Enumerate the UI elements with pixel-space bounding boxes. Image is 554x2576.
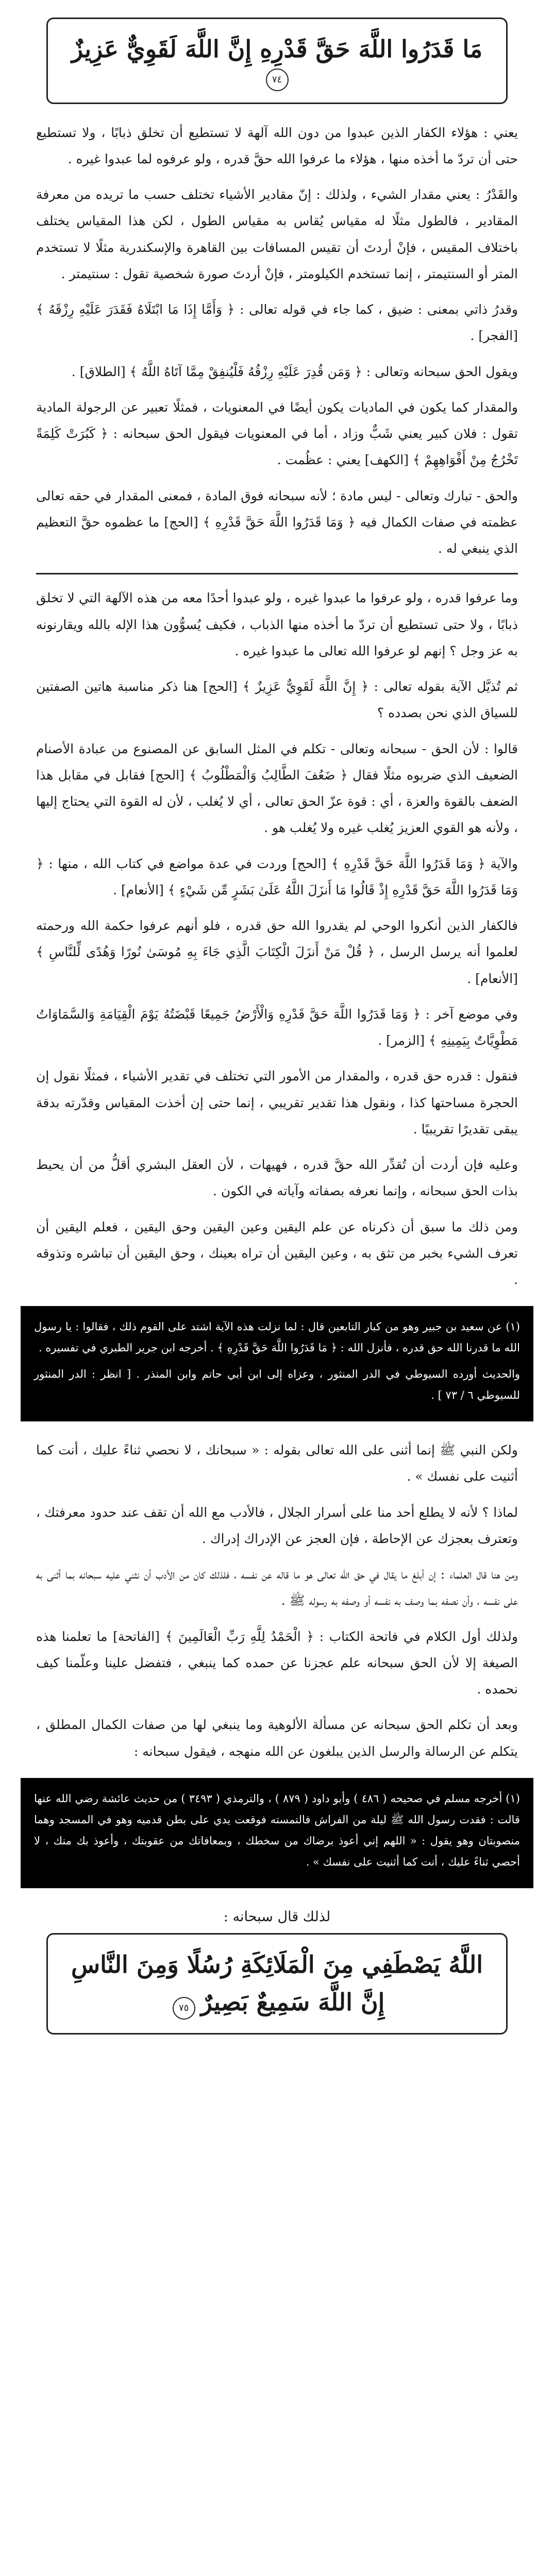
closing-verse-frame [46, 1933, 508, 2035]
paragraph: وقدرُ ذاتي بمعنى : ضيق ، كما جاء في قوله تعالى : ﴿ وَأَمَّا إِذَا مَا ابْتَلَاهُ فَقَدَرَ عَلَيْهِ رِزْقَهُ ﴾ [الفجر] . [36, 302, 518, 344]
section-divider [36, 573, 518, 574]
paragraph: ولكن النبي ﷺ إنما أثنى على الله تعالى بقوله : « سبحانك ، لا نحصي ثناءً عليك ، أنت كما أثنيت على نفسك » . [36, 1443, 518, 1484]
paragraph: فنقول : قدره حق قدره ، والمقدار من الأمور التي تختلف في تقدير الأشياء ، فمثلًا نقول إن الحجرة مساحتها كذا ، ونقول هذا تقدير تقريبي ، إنما حتى إن أخذت المقياس وقدّرته بدقة يبقى تقديرًا تقريبيًا . [36, 1069, 518, 1137]
footnote-text: والحديث أورده السيوطي في الدر المنثور ، وعزاه إلى ابن أبي حاتم وابن المنذر . [ انظر : الدر المنثور للسيوطي ٦ / ٧٣ ] . [34, 1368, 520, 1402]
paragraph: ومن ذلك ما سبق أن ذكرناه عن علم اليقين وعين اليقين وحق اليقين ، فعلم اليقين أن تعرف الشيء بخبر من تثق به ، وعين اليقين أن تراه بعينك ، وحق اليقين أن تباشره وتذوقه . [36, 1219, 518, 1287]
paragraph: وعليه فإن أردت أن تُقدِّر الله حقَّ قدره ، فهيهات ، لأن العقل البشري أقلُّ من أن يحيط بذات الحق سبحانه ، وإنما نعرفه بصفاته وآياته في الكون . [36, 1157, 518, 1199]
ayah-number-mark: ٧٥ [173, 1997, 195, 2020]
paragraph: يعني : هؤلاء الكفار الذين عبدوا من دون الله آلهة لا تستطيع أن تخلق ذبابًا ، ولا تستطيع حتى أن تردّ ما أخذه منها ، هؤلاء ما عرفوا الله حقَّ قدره ، ولو عرفوه لما عبدوا غيره . [36, 125, 518, 166]
paragraph: والآية ﴿ وَمَا قَدَرُوا اللَّهَ حَقَّ قَدْرِهِ ﴾ [الحج] وردت في عدة مواضع في كتاب الله ، منها : ﴿ وَمَا قَدَرُوا اللَّهَ حَقَّ قَدْرِهِ إِذْ قَالُوا مَا أَنزَلَ اللَّهُ عَلَىٰ بَشَرٍ مِّن شَيْءٍ ﴾ [الأنعام] . [36, 856, 518, 897]
paragraph: قالوا : لأن الحق - سبحانه وتعالى - تكلم في المثل السابق عن المصنوع من عبادة الأصنام الضعيف الذي ضربوه مثلًا فقال ﴿ ضَعُفَ الطَّالِبُ وَالْمَطْلُوبُ ﴾ [الحج] فقابل في مقابل هذا الضعف بالقوة والعزة ، أي : قوة عزّ الحق تعالى ، أي لا يُغلب ، لأن له القوة التي يحتاج إليها ، ولأنه هو القوي العزيز يُغلب غيره ولا يُغلب هو . [36, 741, 518, 836]
paragraph: فالكفار الذين أنكروا الوحي لم يقدروا الله حق قدره ، فلو أنهم عرفوا حكمة الله ورحمته لعلموا أنه يرسل الرسل ، ﴿ قُلْ مَنْ أَنزَلَ الْكِتَابَ الَّذِي جَاءَ بِهِ مُوسَىٰ نُورًا وَهُدًى لِّلنَّاسِ ﴾ [الأنعام] . [36, 918, 518, 986]
paragraph: ثم تُذيَّل الآية بقوله تعالى : ﴿ إِنَّ اللَّهَ لَقَوِيٌّ عَزِيزٌ ﴾ [الحج] هنا ذكر مناسبة هاتين الصفتين للسياق الذي نحن بصدده ؟ [36, 679, 518, 721]
paragraph: ويقول الحق سبحانه وتعالى : ﴿ وَمَن قُدِرَ عَلَيْهِ رِزْقُهُ فَلْيُنفِقْ مِمَّا آتَاهُ اللَّهُ ﴾ [الطلاق] . [71, 364, 518, 379]
paragraph: لماذا ؟ لأنه لا يطلع أحد منا على أسرار الجلال ، فالأدب مع الله أن تقف عند حدود معرفتك ، وتعترف بعجزك عن الإحاطة ، فإن العجز عن الإدراك إدراك . [36, 1504, 518, 1546]
footnote-text: (١) عن سعيد بن جبير وهو من كبار التابعين قال : لما نزلت هذه الآية اشتد على القوم ذلك ، فقالوا : يا رسول الله ما قدرنا الله حق قدره ، فأنزل الله : ﴿ مَا قَدَرُوا اللَّهَ حَقَّ قَدْرِهِ ﴾ . أخرجه ابن جرير الطبري في تفسيره . [34, 1320, 520, 1354]
footnote-block [21, 1306, 533, 1421]
closing-verse-text: اللَّهُ يَصْطَفِي مِنَ الْمَلَائِكَةِ رُسُلًا وَمِنَ النَّاسِ إِنَّ اللَّهَ سَمِيعٌ بَصِيرٌ [71, 1950, 483, 2016]
paragraph: والقَدْرُ : يعني مقدار الشيء ، ولذلك : إنّ مقادير الأشياء تختلف حسب ما تريده من معرفة المقادير ، فالطول مثلًا له مقياس يُقاس به مقياس الطول ، لكن هذا المقياس يختلف باختلاف المقيس ، فإنْ أردتَ أن تقيس المسافات بين القاهرة والإسكندرية مثلًا لا تستخدم المتر أو السنتيمتر ، إنما تستخدم الكيلومتر ، فإنْ أردتَ صورة شخصية تقول : سنتيمتر . [36, 187, 518, 281]
footnote-block [21, 1778, 533, 1888]
header-verse-text: مَا قَدَرُوا اللَّهَ حَقَّ قَدْرِهِ إِنَّ اللَّهَ لَقَوِيٌّ عَزِيزٌ [71, 35, 483, 63]
ayah-number-mark: ٧٤ [266, 69, 289, 91]
header-verse-frame [46, 18, 508, 104]
paragraph: وفي موضع آخر : ﴿ وَمَا قَدَرُوا اللَّهَ حَقَّ قَدْرِهِ وَالْأَرْضُ جَمِيعًا قَبْضَتُهُ يَوْمَ الْقِيَامَةِ وَالسَّمَاوَاتُ مَطْوِيَّاتٌ بِيَمِينِهِ ﴾ [الزمر] . [36, 1006, 518, 1048]
footnote-text: (١) أخرجه مسلم في صحيحه ( ٤٨٦ ) وأبو داود ( ٨٧٩ ) ، والترمذي ( ٣٤٩٣ ) من حديث عائشة رضي الله عنها قالت : فقدت رسول الله ﷺ ليلة من الفراش فالتمسته فوقعت يدي على بطن قدميه وهو في المسجد وهما منصوبتان وهو يقول : « اللهم إني أعوذ برضاك من سخطك ، وبمعافاتك من عقوبتك ، وأعوذ بك منك ، لا أحصي ثناءً عليك ، أنت كما أثنيت على نفسك » . [34, 1792, 520, 1868]
lead-in-text: لذلك قال سبحانه : [223, 1908, 331, 1925]
paragraph: وبعد أن تكلم الحق سبحانه عن مسألة الألوهية وما ينبغي لها من صفات الكمال المطلق ، يتكلم عن الرسالة والرسل الذين يبلغون عن الله منهجه ، فيقول سبحانه : [36, 1717, 518, 1759]
paragraph: والمقدار كما يكون في الماديات يكون أيضًا في المعنويات ، فمثلًا تعبير عن الرجولة المادية تقول : فلان كبير يعني شَبٌّ وزاد ، أما في المعنويات فيقول الحق سبحانه : ﴿ كَبُرَتْ كَلِمَةً تَخْرُجُ مِنْ أَفْوَاهِهِمْ ﴾ [الكهف] يعني : عظُمت . [36, 399, 518, 468]
paragraph: وما عرفوا قدره ، ولو عرفوا ما عبدوا غيره ، ولو عبدوا أحدًا معه من هذه الآلهة التي لا تخلق ذبابًا ، ولا حتى تستطيع أن تردّ ما أخذه منها الذباب ، فكيف يُسوُّون هذا الإله بالله ويقارنونه به عز وجل ؟ إنهم لو عرفوا الله تعالى ما عبدوا غيره . [36, 590, 518, 658]
paragraph: والحق - تبارك وتعالى - ليس مادة ؛ لأنه سبحانه فوق المادة ، فمعنى المقدار في حقه تعالى عظمته في صفات الكمال فيه ﴿ وَمَا قَدَرُوا اللَّهَ حَقَّ قَدْرِهِ ﴾ [الحج] ما عظموه حقَّ التعظيم الذي ينبغي له . [36, 488, 518, 556]
paragraph: ومن هنا قال العلماء : إن أبلغ ما يقال في حق الله تعالى هو ما قاله عن نفسه ، فلذلك كان من الأدب أن نثني عليه سبحانه بما أثنى به على نفسه ، وأن نصفه بما وصف به نفسه أو وصفه به رسوله ﷺ . [36, 1567, 518, 1608]
paragraph: ولذلك أول الكلام في فاتحة الكتاب : ﴿ الْحَمْدُ لِلَّهِ رَبِّ الْعَالَمِينَ ﴾ [الفاتحة] ما تعلمنا هذه الصيغة إلا لأن الحق سبحانه علم عجزنا عن حمده كما ينبغي ، فتفضل علينا وعلّمنا كيف نحمده . [36, 1629, 518, 1697]
